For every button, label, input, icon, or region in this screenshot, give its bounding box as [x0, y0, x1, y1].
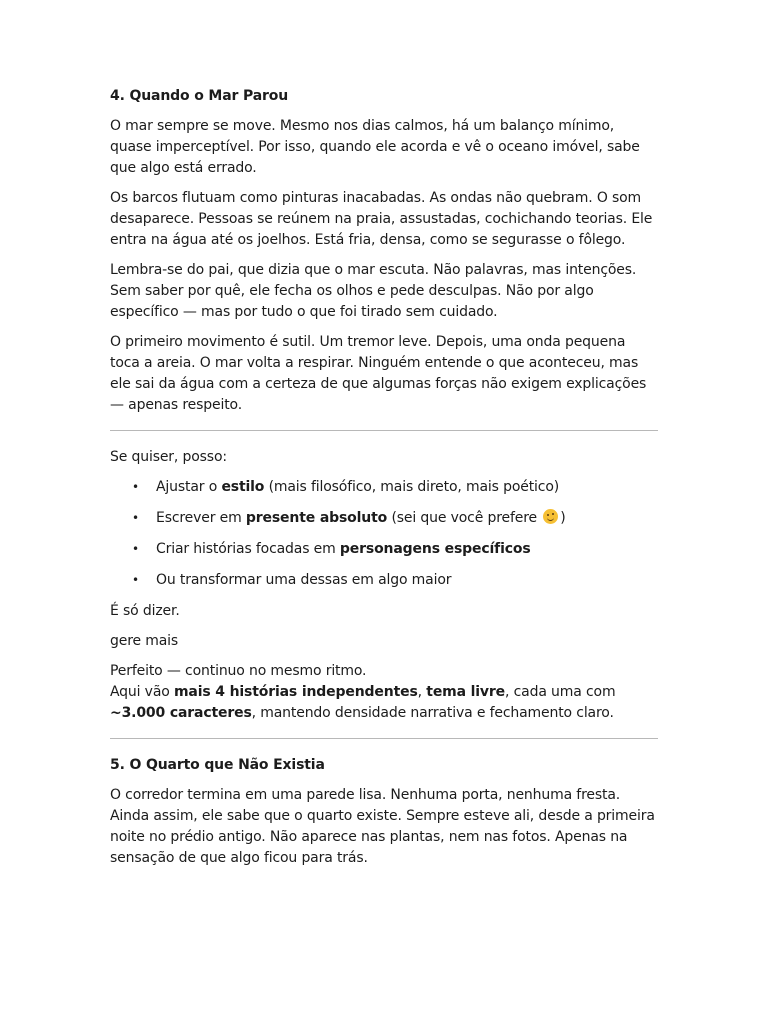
winking-face-icon — [543, 509, 558, 524]
list-item-text: Ou transformar uma dessas em algo maior — [156, 572, 452, 588]
bullet-icon: • — [132, 480, 139, 494]
list-item-bold: personagens específicos — [339, 541, 531, 557]
story-5-paragraph-1: O corredor termina em uma parede lisa. Nenhuma porta, nenhuma fresta. Ainda assim, ele sabe que o quarto existe. Sempre esteve ali, desde a primeira noite no prédio antigo. Não aparece nas plantas, nem nas fotos. Apenas na sensação de que algo ficou para trás. — [110, 787, 655, 866]
list-item-text: (sei que você prefere — [387, 510, 542, 526]
list-item-bold: presente absoluto — [245, 510, 388, 526]
list-item — [110, 570, 658, 591]
story-4-paragraph-3: Lembra-se do pai, que dizia que o mar escuta. Não palavras, mas intenções. Sem saber por quê, ele fecha os olhos e pede desculpas. Não por algo específico — mas por tudo o que foi tirado sem cuidado. — [110, 262, 637, 320]
reply-bold-segment: mais 4 histórias independentes — [173, 684, 418, 700]
reply-line-1: Perfeito — continuo no mesmo ritmo. — [110, 663, 367, 679]
list-item-text: ) — [560, 510, 566, 526]
reply-bold-segment: tema livre — [426, 684, 506, 700]
offer-intro: Se quiser, posso: — [110, 449, 227, 465]
reply-text — [110, 661, 658, 724]
list-item-bold: estilo — [221, 479, 265, 495]
reply-text-segment: , cada uma com — [505, 684, 616, 700]
bullet-icon: • — [132, 542, 139, 556]
list-item — [110, 477, 658, 498]
document-page — [110, 86, 658, 878]
list-item-text: Ajustar o — [156, 479, 222, 495]
reply-text-segment: , mantendo densidade narrativa e fechamento claro. — [251, 705, 614, 721]
divider — [110, 430, 658, 431]
list-item-text: Escrever em — [156, 510, 246, 526]
reply-bold-segment: ~3.000 caracteres — [110, 705, 252, 721]
user-message: gere mais — [110, 633, 179, 649]
story-4-paragraph-1: O mar sempre se move. Mesmo nos dias calmos, há um balanço mínimo, quase imperceptível. Por isso, quando ele acorda e vê o oceano imóvel, sabe que algo está errado. — [110, 118, 640, 176]
reply-text-segment: , — [417, 684, 427, 700]
bullet-icon: • — [132, 573, 139, 587]
story-4-paragraph-4: O primeiro movimento é sutil. Um tremor leve. Depois, uma onda pequena toca a areia. O mar volta a respirar. Ninguém entende o que aconteceu, mas ele sai da água com a certeza de que algumas forças não exigem explicações — apenas respeito. — [110, 334, 647, 413]
list-item-text: (mais filosófico, mais direto, mais poético) — [264, 479, 560, 495]
reply-text-segment: Aqui vão — [110, 684, 174, 700]
list-item — [110, 539, 658, 560]
bullet-icon: • — [132, 511, 139, 525]
story-4-title: 4. Quando o Mar Parou — [110, 88, 289, 104]
list-item-text: Criar histórias focadas em — [156, 541, 340, 557]
offer-closing: É só dizer. — [110, 603, 180, 619]
offer-list — [110, 477, 658, 591]
divider — [110, 738, 658, 739]
story-4-paragraph-2: Os barcos flutuam como pinturas inacabadas. As ondas não quebram. O som desaparece. Pessoas se reúnem na praia, assustadas, cochichando teorias. Ele entra na água até os joelhos. Está fria, densa, como se segurasse o fôlego. — [110, 190, 653, 248]
story-5-title: 5. O Quarto que Não Existia — [110, 757, 325, 773]
list-item — [110, 508, 658, 529]
